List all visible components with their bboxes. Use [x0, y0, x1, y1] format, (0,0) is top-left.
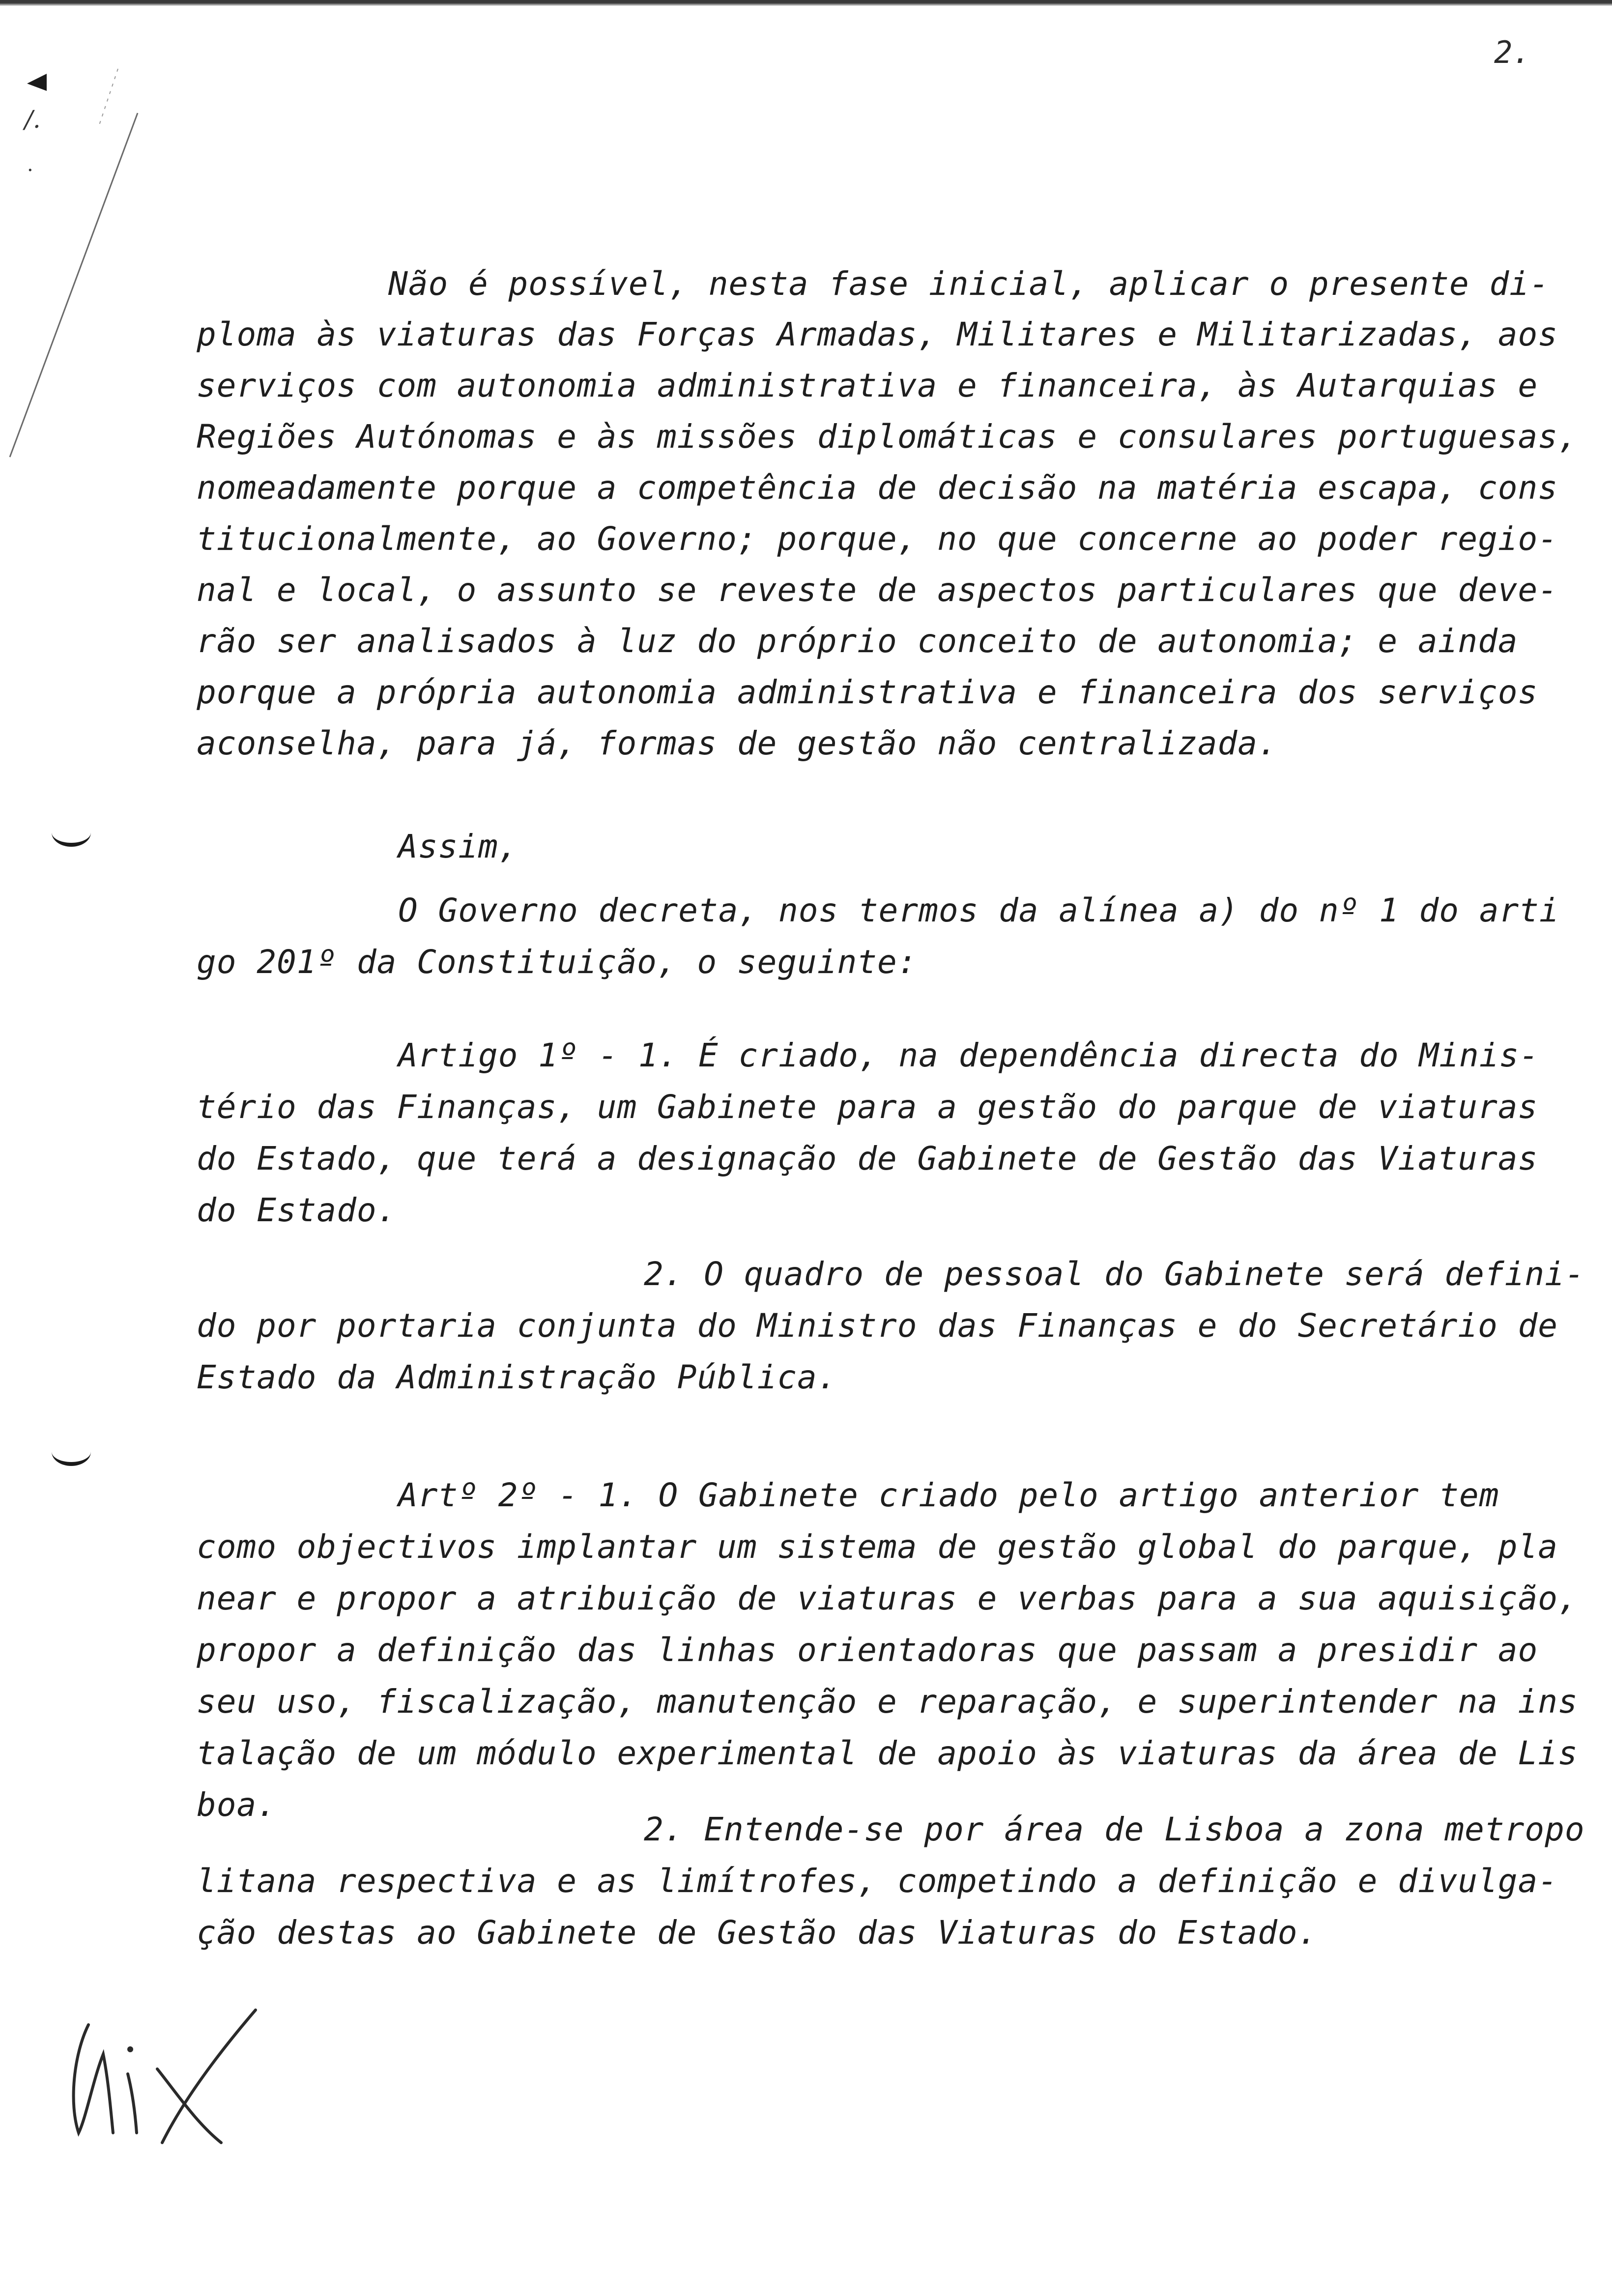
text-line: boa. — [197, 1786, 277, 1824]
punch-hole-mark — [52, 818, 91, 847]
page-number: 2. — [1494, 34, 1531, 70]
text-line: ploma às viaturas das Forças Armadas, Militares e Militarizadas, aos — [197, 316, 1558, 353]
margin-faint-line — [98, 69, 118, 128]
text-line: do por portaria conjunta do Ministro das Finanças e do Secretário de — [197, 1307, 1558, 1345]
text-line: Artigo 1º - 1. É criado, na dependência directa do Minis- — [398, 1036, 1539, 1074]
text-line: do Estado. — [197, 1191, 397, 1229]
signature-initials — [59, 1995, 285, 2162]
page-top-edge — [0, 0, 1612, 6]
text-line: litana respectiva e as limítrofes, competindo a definição e divulga- — [197, 1862, 1558, 1900]
margin-glyph-2: · — [27, 159, 33, 182]
text-line: tério das Finanças, um Gabinete para a gestão do parque de viaturas — [197, 1088, 1538, 1126]
text-line: O Governo decreta, nos termos da alínea a) do nº 1 do arti — [398, 891, 1559, 929]
text-line: Assim, — [398, 828, 518, 865]
text-line: rão ser analisados à luz do próprio conceito de autonomia; e ainda — [197, 622, 1518, 660]
text-line: do Estado, que terá a designação de Gabinete de Gestão das Viaturas — [197, 1140, 1538, 1177]
text-line: ção destas ao Gabinete de Gestão das Viaturas do Estado. — [197, 1914, 1318, 1952]
signature-dot — [127, 2046, 133, 2052]
text-line: porque a própria autonomia administrativa e financeira dos serviços — [197, 673, 1538, 711]
text-line: serviços com autonomia administrativa e financeira, às Autarquias e — [197, 367, 1538, 404]
text-line: 2. Entende-se por área de Lisboa a zona metropo — [644, 1810, 1585, 1848]
signature-stroke — [162, 2010, 256, 2143]
margin-marks — [0, 0, 147, 491]
margin-arrow-mark — [27, 74, 47, 91]
text-line: aconselha, para já, formas de gestão não centralizada. — [197, 724, 1278, 762]
text-line: go 201º da Constituição, o seguinte: — [197, 943, 918, 981]
signature-stroke — [74, 2025, 113, 2133]
text-line: near e propor a atribuição de viaturas e verbas para a sua aquisição, — [197, 1579, 1578, 1617]
text-line: Estado da Administração Pública. — [197, 1358, 837, 1396]
text-line: Não é possível, nesta fase inicial, aplicar o presente di- — [388, 265, 1550, 303]
text-line: seu uso, fiscalização, manutenção e reparação, e superintender na ins — [197, 1683, 1578, 1721]
text-line: nomeadamente porque a competência de decisão na matéria escapa, cons — [197, 469, 1558, 507]
signature-stroke — [128, 2074, 137, 2133]
margin-glyph: /. — [25, 105, 41, 134]
text-line: titucionalmente, ao Governo; porque, no que concerne ao poder regio- — [197, 520, 1558, 558]
text-line: Artº 2º - 1. O Gabinete criado pelo artigo anterior tem — [398, 1476, 1499, 1514]
text-line: talação de um módulo experimental de apoio às viaturas da área de Lis — [197, 1734, 1578, 1772]
text-line: propor a definição das linhas orientadoras que passam a presidir ao — [197, 1631, 1538, 1669]
punch-hole-mark — [52, 1437, 91, 1466]
text-line: Regiões Autónomas e às missões diplomáticas e consulares portuguesas, — [197, 418, 1578, 456]
text-line: como objectivos implantar um sistema de gestão global do parque, pla — [197, 1528, 1558, 1566]
text-line: 2. O quadro de pessoal do Gabinete será defini- — [644, 1255, 1585, 1293]
text-line: nal e local, o assunto se reveste de aspectos particulares que deve- — [197, 571, 1558, 609]
